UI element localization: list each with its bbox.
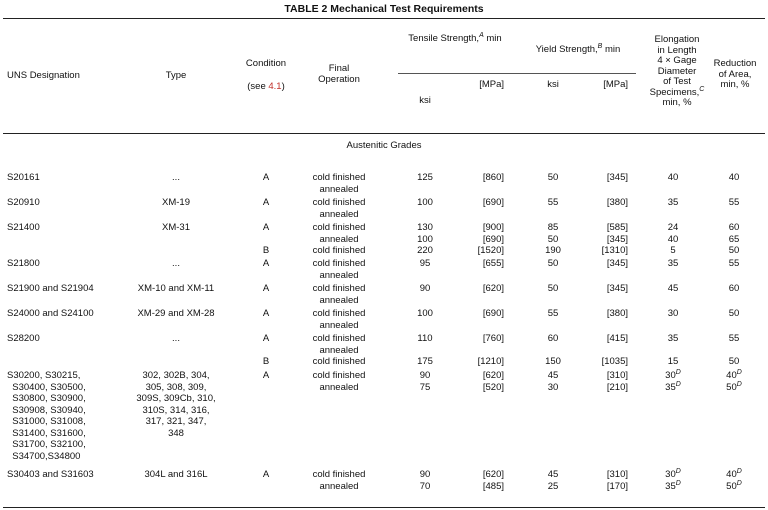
cell-line: 55 xyxy=(547,197,559,208)
cell-line: 45 xyxy=(667,283,679,294)
cell-line: cold finished xyxy=(312,283,366,294)
header-line: Operation xyxy=(318,73,360,85)
cell-line: $30^D$ xyxy=(665,467,681,480)
header-type: Type xyxy=(165,70,187,81)
cell-line: [170] xyxy=(606,480,628,492)
cell-uns xyxy=(7,370,86,462)
cell-line: 55 xyxy=(728,258,740,269)
cell-line: A xyxy=(262,258,270,269)
cell-line: 50 xyxy=(547,233,559,245)
cell-line: annealed xyxy=(319,381,359,393)
cell-line: 220 xyxy=(417,245,433,256)
cell-ym xyxy=(602,222,628,257)
cell-line: annealed xyxy=(319,183,359,195)
cell-line: 310S, 314, 316, xyxy=(142,404,210,416)
cell-uns xyxy=(7,197,40,209)
cell-el xyxy=(668,222,679,257)
cell-line: annealed xyxy=(319,208,359,220)
header-tensile-ksi: ksi xyxy=(419,95,431,106)
header-line: of Area, xyxy=(718,68,752,80)
cell-line: XM-10 and XM-11 xyxy=(137,283,215,294)
cell-cond xyxy=(263,308,269,320)
cell-line: 15 xyxy=(667,356,679,367)
cell-line: [345] xyxy=(606,283,628,294)
cell-line: 55 xyxy=(728,197,740,208)
cell-ra xyxy=(729,308,740,320)
cell-uns xyxy=(7,172,40,184)
cell-yk xyxy=(548,308,559,320)
cell-fin xyxy=(313,308,366,331)
cell-line: XM-29 and XM-28 xyxy=(137,308,215,319)
cell-line: [1035] xyxy=(601,356,628,367)
cell-line: [1210] xyxy=(477,356,504,367)
cell-line: A xyxy=(262,333,270,344)
cell-tm xyxy=(483,469,504,492)
cell-line: cold finished xyxy=(312,333,366,344)
cell-line: ... xyxy=(172,258,180,269)
cell-tm xyxy=(478,333,504,368)
cell-cond xyxy=(263,258,269,270)
cell-type xyxy=(144,469,207,481)
cell-line: 95 xyxy=(419,258,431,269)
cell-el xyxy=(665,469,681,492)
cell-line: 110 xyxy=(417,333,433,344)
cell-line: S21800 xyxy=(7,258,40,269)
cell-yk xyxy=(545,333,561,368)
strength-rule xyxy=(398,73,636,74)
cell-line: 75 xyxy=(419,381,431,393)
cell-fin xyxy=(313,469,366,492)
cell-line: 90 xyxy=(419,283,431,294)
cell-line xyxy=(668,345,679,357)
header-tensile: Tensile Strength,$^A$ min xyxy=(408,31,502,44)
cell-line: S20161 xyxy=(7,172,40,183)
cell-el xyxy=(668,197,679,209)
cell-line: annealed xyxy=(319,480,359,492)
top-rule xyxy=(3,18,765,19)
cell-line: XM-19 xyxy=(162,197,190,208)
cell-line: S30908, S30940, xyxy=(7,404,86,416)
section-ref-link[interactable]: 4.1 xyxy=(268,81,282,92)
cell-line: [1310] xyxy=(601,245,628,256)
cell-line: 150 xyxy=(545,356,561,367)
cell-line: [860] xyxy=(482,172,504,183)
cell-line: cold finished xyxy=(312,172,366,183)
cell-uns xyxy=(7,283,94,295)
cell-fin xyxy=(313,258,366,281)
cell-line: S30400, S30500, xyxy=(7,381,86,393)
cell-type xyxy=(137,308,214,320)
cell-line: 30 xyxy=(547,381,559,393)
bottom-rule xyxy=(3,507,765,508)
cell-line: [620] xyxy=(482,370,504,381)
cell-cond xyxy=(263,172,269,184)
cell-line: cold finished xyxy=(312,370,366,381)
cell-ra xyxy=(729,283,740,295)
cell-line: annealed xyxy=(319,344,359,356)
cell-line: A xyxy=(262,197,270,208)
cell-line: cold finished xyxy=(312,308,366,319)
header-elongation xyxy=(650,35,705,109)
cell-line: B xyxy=(262,245,270,256)
cell-line: [345] xyxy=(606,172,628,183)
cell-line: cold finished xyxy=(312,222,366,233)
cell-tk xyxy=(420,469,431,492)
cell-tk xyxy=(420,258,431,270)
cell-type xyxy=(172,172,180,184)
cell-line: A xyxy=(262,308,270,319)
cell-ym xyxy=(607,370,628,393)
cell-line: 175 xyxy=(417,356,433,367)
cell-line: [415] xyxy=(606,333,628,344)
cell-line: ... xyxy=(172,172,180,183)
cell-line: 65 xyxy=(728,233,740,245)
cell-tk xyxy=(417,197,433,209)
cell-line: cold finished xyxy=(312,245,366,256)
cell-line: $50^D$ xyxy=(726,380,742,393)
cell-line: 25 xyxy=(547,480,559,492)
cell-line: [380] xyxy=(606,308,628,319)
cell-line: 45 xyxy=(547,370,559,381)
cell-line: S31000, S31008, xyxy=(7,416,86,427)
header-rule xyxy=(3,133,765,134)
cell-line: 35 xyxy=(667,333,679,344)
cell-line: 100 xyxy=(417,308,433,319)
cell-line: cold finished xyxy=(312,258,366,269)
cell-line: 50 xyxy=(547,283,559,294)
cell-line: 60 xyxy=(728,222,740,233)
cell-el xyxy=(668,333,679,368)
cell-line: 100 xyxy=(417,233,433,245)
cell-line: S31700, S32100, xyxy=(7,439,86,450)
cell-line: [380] xyxy=(606,197,628,208)
cell-type xyxy=(162,222,190,234)
header-tensile-mpa: [MPa] xyxy=(479,79,504,90)
cell-yk xyxy=(548,283,559,295)
cell-line: S31400, S31600, xyxy=(7,427,86,439)
cell-line xyxy=(729,345,740,357)
cell-line: 40 xyxy=(667,172,679,183)
cell-line: [345] xyxy=(606,258,628,269)
cell-ym xyxy=(607,308,628,320)
cell-type xyxy=(172,258,180,270)
cell-line: 50 xyxy=(728,356,740,367)
cell-cond xyxy=(263,283,269,295)
cell-ym xyxy=(607,258,628,270)
cell-cond xyxy=(263,222,269,257)
cell-line: [585] xyxy=(606,222,628,233)
cell-fin xyxy=(313,283,366,306)
cell-line: S20910 xyxy=(7,197,40,208)
header-line: Specimens,$^C$ xyxy=(649,85,705,98)
cell-line: ... xyxy=(172,333,180,344)
cell-tm xyxy=(483,197,504,209)
cell-el xyxy=(668,172,679,184)
cell-line: annealed xyxy=(319,269,359,281)
cell-ra xyxy=(729,333,740,368)
cell-line: 190 xyxy=(545,245,561,256)
cell-line: [690] xyxy=(482,308,504,319)
cell-uns xyxy=(7,469,94,481)
cell-line: 85 xyxy=(547,222,559,233)
header-final-operation xyxy=(318,64,360,85)
header-uns: UNS Designation xyxy=(7,70,80,81)
cell-line: $35^D$ xyxy=(665,479,681,492)
cell-tm xyxy=(483,283,504,295)
header-reduction xyxy=(714,59,757,91)
cell-line: 55 xyxy=(547,308,559,319)
cell-ym xyxy=(607,469,628,492)
cell-line: S28200 xyxy=(7,333,40,344)
cell-tk xyxy=(417,172,433,184)
cell-line: S21900 and S21904 xyxy=(7,283,94,294)
cell-el xyxy=(668,283,679,295)
cell-tk xyxy=(420,370,431,393)
cell-line: [520] xyxy=(482,381,504,393)
header-line: Reduction xyxy=(713,58,757,69)
header-line: Final xyxy=(328,63,350,74)
cell-uns xyxy=(7,333,40,345)
cell-line: 60 xyxy=(728,283,740,294)
header-line: in Length xyxy=(657,44,697,56)
cell-line: S24000 and S24100 xyxy=(7,308,94,319)
cell-cond xyxy=(263,197,269,209)
cell-line: [210] xyxy=(606,381,628,393)
cell-uns xyxy=(7,258,40,270)
cell-line: cold finished xyxy=(312,469,366,480)
cell-el xyxy=(665,370,681,393)
cell-tm xyxy=(478,222,504,257)
cell-line xyxy=(263,234,269,246)
cell-yk xyxy=(545,222,561,257)
cell-line: 40 xyxy=(728,172,740,183)
cell-line: S34700,S34800 xyxy=(7,450,81,462)
header-line: Diameter xyxy=(657,65,697,77)
cell-line: [620] xyxy=(482,283,504,294)
cell-line: A xyxy=(262,469,270,480)
cell-yk xyxy=(548,258,559,270)
header-line: Elongation xyxy=(654,34,700,45)
cell-line: 348 xyxy=(168,427,184,439)
header-yield-ksi: ksi xyxy=(547,79,559,90)
cell-line: 50 xyxy=(728,308,740,319)
cell-line: 309S, 309Cb, 310, xyxy=(136,393,216,404)
cell-ym xyxy=(607,172,628,184)
cell-fin xyxy=(313,197,366,220)
cell-yk xyxy=(548,197,559,209)
cell-line: $50^D$ xyxy=(726,479,742,492)
cell-line: annealed xyxy=(319,233,359,245)
cell-type xyxy=(162,197,190,209)
cell-line: 5 xyxy=(670,245,676,256)
cell-line: [1520] xyxy=(477,245,504,256)
cell-line: [620] xyxy=(482,469,504,480)
cell-fin xyxy=(313,222,366,257)
header-line: min, % xyxy=(720,79,750,90)
cell-line: B xyxy=(262,356,270,367)
cell-line: A xyxy=(262,283,270,294)
cell-line: XM-31 xyxy=(162,222,190,233)
cell-line: $30^D$ xyxy=(665,368,681,381)
cell-line xyxy=(478,345,504,357)
cell-uns xyxy=(7,308,94,320)
cell-ym xyxy=(607,197,628,209)
cell-line: 90 xyxy=(419,370,431,381)
cell-line: 60 xyxy=(547,333,559,344)
cell-line: [310] xyxy=(606,469,628,480)
table-title: TABLE 2 Mechanical Test Requirements xyxy=(284,3,484,15)
cell-line: [690] xyxy=(482,233,504,245)
cell-line: 125 xyxy=(417,172,433,183)
cell-line: 45 xyxy=(547,469,559,480)
cell-tm xyxy=(483,172,504,184)
cell-ra xyxy=(726,370,742,393)
cell-line: 302, 302B, 304, xyxy=(142,370,210,381)
cell-tm xyxy=(483,370,504,393)
cell-line: S30200, S30215, xyxy=(7,370,81,381)
cell-el xyxy=(668,258,679,270)
cell-cond xyxy=(263,469,269,481)
header-condition: Condition xyxy=(245,58,287,69)
cell-ra xyxy=(726,469,742,492)
cell-line: [655] xyxy=(482,258,504,269)
cell-yk xyxy=(548,469,559,492)
cell-line: 90 xyxy=(419,469,431,480)
cell-ra xyxy=(729,258,740,270)
header-yield: Yield Strength,$^B$ min xyxy=(535,42,621,55)
header-line: min, % xyxy=(662,97,692,108)
cell-line: annealed xyxy=(319,319,359,331)
cell-line: 100 xyxy=(417,197,433,208)
cell-tk xyxy=(420,283,431,295)
cell-line: cold finished xyxy=(312,356,366,367)
cell-tk xyxy=(417,308,433,320)
cell-ra xyxy=(729,222,740,257)
cell-fin xyxy=(313,333,366,368)
cell-line: 40 xyxy=(667,233,679,245)
cell-line xyxy=(417,345,433,357)
cell-line: S30403 and S31603 xyxy=(7,469,94,480)
cell-type xyxy=(138,283,214,295)
cell-line: A xyxy=(262,370,270,381)
cell-line xyxy=(602,345,628,357)
cell-tm xyxy=(483,308,504,320)
cell-line: annealed xyxy=(319,294,359,306)
cell-line: 317, 321, 347, xyxy=(145,416,207,427)
header-line: 4 × Gage xyxy=(657,55,697,66)
cell-line: 305, 308, 309, xyxy=(145,381,207,393)
cell-line: $40^D$ xyxy=(726,467,742,480)
cell-cond xyxy=(263,333,269,368)
cell-el xyxy=(668,308,679,320)
cell-line: $35^D$ xyxy=(665,380,681,393)
cell-line: A xyxy=(262,222,270,233)
header-line: of Test xyxy=(663,76,691,87)
cell-line: 130 xyxy=(417,222,433,233)
cell-line: [485] xyxy=(482,480,504,492)
cell-yk xyxy=(548,370,559,393)
cell-ra xyxy=(729,172,740,184)
cell-line: 30 xyxy=(667,308,679,319)
header-condition-see: (see 4.1) xyxy=(247,81,285,92)
cell-uns xyxy=(7,222,40,234)
header-yield-mpa: [MPa] xyxy=(603,79,628,90)
cell-line: [900] xyxy=(482,222,504,233)
cell-line: S30800, S30900, xyxy=(7,393,86,404)
cell-fin xyxy=(313,172,366,195)
cell-line: S21400 xyxy=(7,222,40,233)
cell-tk xyxy=(417,333,433,368)
cell-line: [760] xyxy=(482,333,504,344)
section-austenitic: Austenitic Grades xyxy=(346,140,422,151)
cell-line: 50 xyxy=(547,172,559,183)
cell-fin xyxy=(313,370,366,393)
cell-ym xyxy=(607,283,628,295)
cell-line xyxy=(263,345,269,357)
cell-line xyxy=(545,345,561,357)
cell-type xyxy=(136,370,215,439)
cell-yk xyxy=(548,172,559,184)
cell-line: [345] xyxy=(606,233,628,245)
cell-line: 35 xyxy=(667,258,679,269)
cell-line: 304L and 316L xyxy=(144,469,208,480)
cell-line: cold finished xyxy=(312,197,366,208)
cell-line: 70 xyxy=(419,480,431,492)
cell-line: A xyxy=(262,172,270,183)
cell-cond xyxy=(263,370,269,382)
cell-line: 55 xyxy=(728,333,740,344)
cell-line: [690] xyxy=(482,197,504,208)
cell-line: 50 xyxy=(728,245,740,256)
cell-ra xyxy=(729,197,740,209)
cell-tm xyxy=(483,258,504,270)
cell-line: 24 xyxy=(667,222,679,233)
cell-ym xyxy=(602,333,628,368)
cell-line: [310] xyxy=(606,370,628,381)
cell-tk xyxy=(417,222,433,257)
cell-type xyxy=(172,333,180,345)
cell-line: $40^D$ xyxy=(726,368,742,381)
cell-line: 35 xyxy=(667,197,679,208)
cell-line: 50 xyxy=(547,258,559,269)
